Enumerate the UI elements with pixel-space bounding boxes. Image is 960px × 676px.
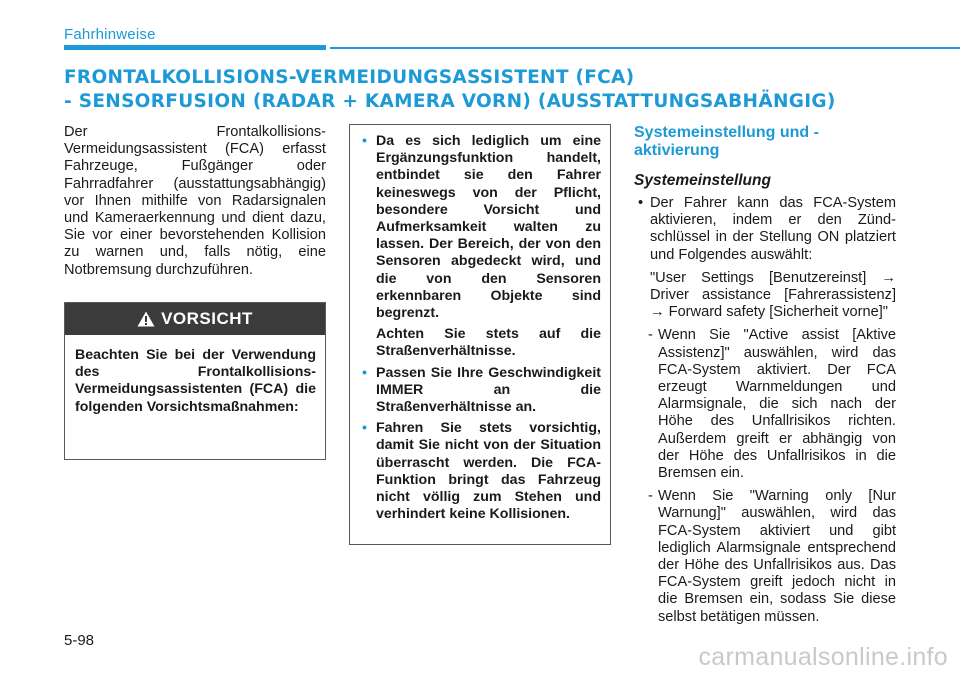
settings-column bbox=[634, 124, 896, 632]
settings-option-warning-only bbox=[634, 488, 896, 626]
caution-item-1 bbox=[360, 133, 601, 322]
dash-marker: - bbox=[648, 327, 653, 344]
watermark: carmanualsonline.info bbox=[698, 643, 948, 671]
settings-bullet bbox=[634, 195, 896, 264]
page-title bbox=[64, 66, 944, 114]
title-line-1: FRONTALKOLLISIONS-VERMEIDUNGSASSISTENT (FCA) bbox=[64, 67, 635, 88]
header-rule-thick bbox=[64, 45, 326, 50]
caution-box bbox=[349, 124, 611, 545]
bullet-icon: • bbox=[362, 364, 367, 381]
settings-option-active-assist bbox=[634, 327, 896, 482]
settings-option-1-text: Wenn Sie "Active assist [Aktive Assistenz]" auswählen, wird das FCA-System aktiviert. Der FCA erzeugt Warnmeldungen und Alarmsignale, die sich nach der Höhe des Unfallrisikos richten. Außerdem greift er abhängig von der Höhe des Unfallrisikos in die Bremsen ein. bbox=[658, 327, 896, 482]
dash-marker: - bbox=[648, 488, 653, 505]
page-number: 5-98 bbox=[64, 632, 95, 649]
settings-subheading: Systemeinstellung bbox=[634, 172, 771, 189]
bullet-icon: • bbox=[362, 420, 367, 437]
warning-header bbox=[65, 303, 325, 335]
settings-option-2-text: Wenn Sie "Warning only [Nur Warnung]" auswählen, wird das FCA-System aktiviert und gibt lediglich Alarmsignale entsprechend der Höhe des Unfallrisikos aus. Das FCA-System greift jedoch nicht in die Bremsen ein, sodass Sie diese selbst betätigen müssen. bbox=[658, 488, 896, 625]
warning-body: Beachten Sie bei der Verwendung des Frontalkollisions-Vermeidungsassistenten (FCA) die folgenden Vorsichtsmaßnahmen: bbox=[75, 347, 316, 415]
settings-bullet-text: Der Fahrer kann das FCA-System aktivieren, indem er den Zünd-schlüssel in der Stellung ON platziert und Folgendes auswählt: bbox=[650, 195, 896, 263]
caution-item-3-text: Fahren Sie stets vorsichtig, damit Sie nicht von der Situation überrascht werden. Die FCA-Funktion bringt das Fahrzeug nicht völlig zum Stehen und verhindert keine Kollisionen. bbox=[376, 420, 601, 523]
bullet-icon: • bbox=[362, 133, 367, 149]
header-rule-thin bbox=[330, 47, 960, 49]
caution-item-2-text: Passen Sie Ihre Geschwindigkeit IMMER an die Straßenverhältnisse an. bbox=[376, 364, 601, 416]
caution-item-1-text: Da es sich lediglich um eine Ergänzungsfunktion handelt, entbindet sie den Fahrer keineswegs von der Pflicht, besondere Vorsicht und Aufmerksamkeit walten zu lassen. Der Bereich, der von den Sensoren abgedeckt wird, und die von den Sensoren erkennbaren Objekte sind begrenzt. bbox=[376, 133, 601, 322]
caution-item-3 bbox=[360, 420, 601, 523]
intro-paragraph: Der Frontalkollisions-Vermeidungsassistent (FCA) erfasst Fahrzeuge, Fußgänger oder Fahrradfahrer (ausstattungsabhängig) vor Ihnen mithilfe von Radarsignalen und Kameraerkennung und dient dazu, Sie vor einer bevorstehenden Kollision zu warnen und, falls nötig, eine Notbremsung durchzuführen. bbox=[64, 124, 326, 278]
warning-triangle-icon bbox=[137, 311, 155, 327]
caution-item-2 bbox=[360, 365, 601, 417]
caution-item-1-continued: Achten Sie stets auf die Straßenverhältnisse. bbox=[376, 326, 601, 360]
bullet-icon: • bbox=[638, 195, 644, 211]
warning-heading: VORSICHT bbox=[161, 309, 253, 328]
intro-column bbox=[64, 124, 326, 279]
section-label: Fahrhinweise bbox=[64, 26, 156, 43]
settings-heading: Systemeinstellung und -aktivierung bbox=[634, 124, 819, 159]
settings-menu-path: "User Settings [Benutzereinst] → Driver assistance [Fahrerassistenz] → Forward safety [Sicherheit vorne]" bbox=[650, 269, 896, 321]
warning-box bbox=[64, 302, 326, 460]
title-line-2: - SENSORFUSION (RADAR + KAMERA VORN) (AUSSTATTUNGSABHÄNGIG) bbox=[64, 91, 836, 112]
